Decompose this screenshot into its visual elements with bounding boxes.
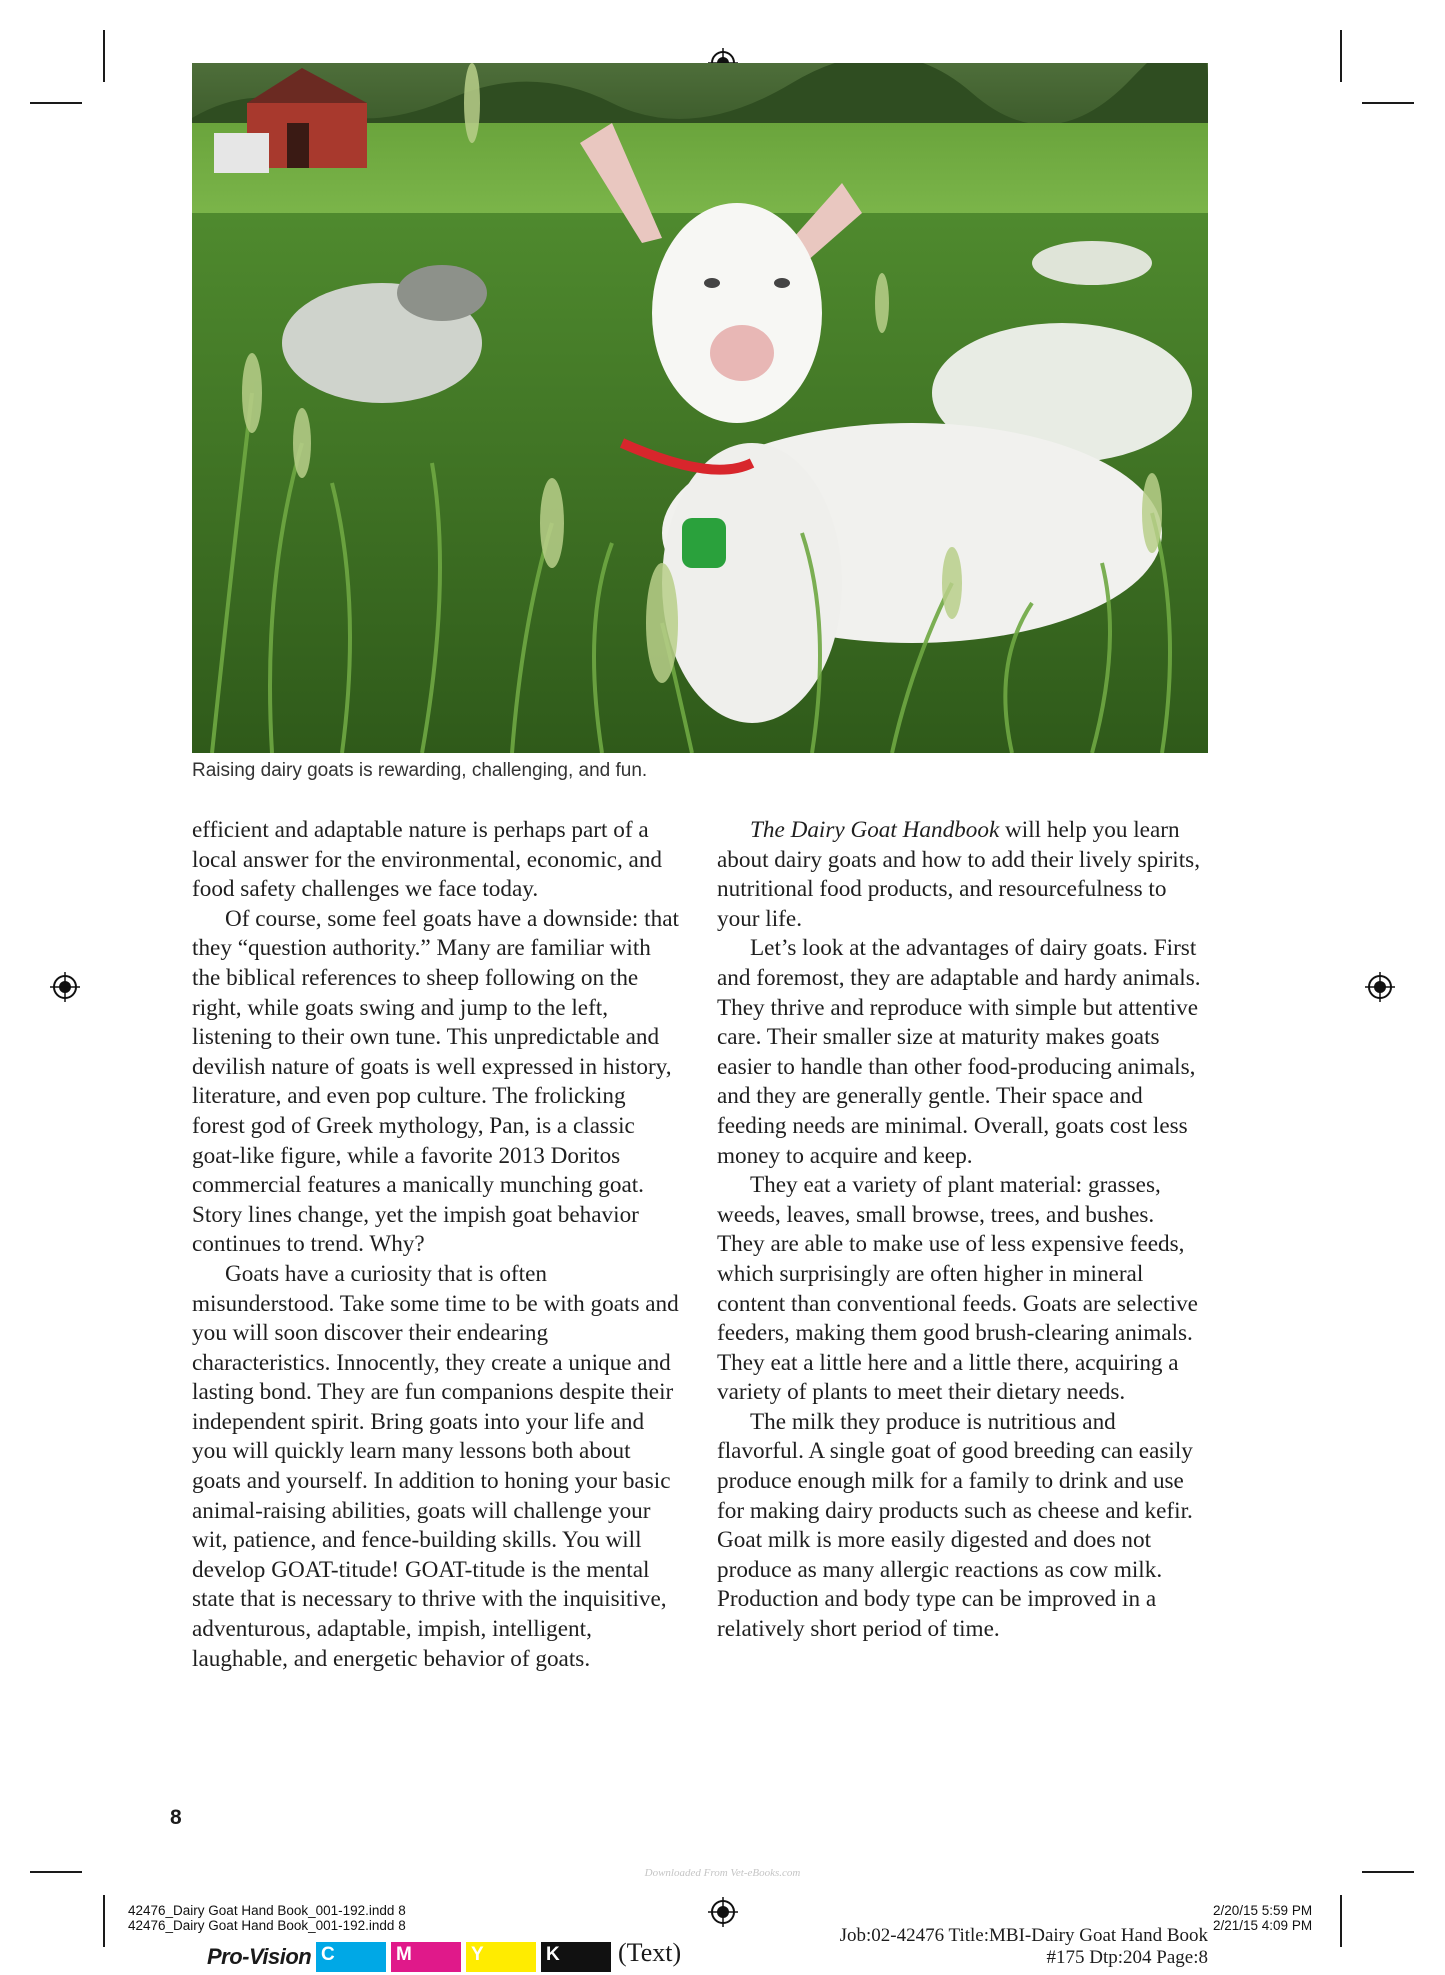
paragraph-text: will help you learn about dairy goats and how to add their lively spirits, nutritional food products, and resourcefulness to your life. bbox=[717, 817, 1200, 932]
page-number: 8 bbox=[170, 1806, 182, 1829]
plate-label: (Text) bbox=[618, 1938, 682, 1967]
crop-mark bbox=[30, 102, 82, 104]
body-text-left-column bbox=[192, 816, 682, 1674]
paragraph: Of course, some feel goats have a downside: that they “question authority.” Many are familiar with the biblical references to sheep following on the right, while goats swing and jump to the left, listening to their own tune. This unpredictable and devilish nature of goats is well expressed in history, literature, and even pop culture. The frolicking forest god of Greek mythology, Pan, is a classic goat-like figure, while a favorite 2013 Doritos commercial features a manically munching goat. Story lines change, yet the impish goat behavior continues to trend. Why? bbox=[192, 905, 679, 1258]
slug-file-line: 42476_Dairy Goat Hand Book_001-192.indd 8 bbox=[128, 1903, 406, 1918]
slug-job-info bbox=[822, 1925, 1208, 1969]
slug-file-info bbox=[128, 1903, 406, 1933]
pro-vision-logo: Pro-Vision bbox=[207, 1944, 312, 1969]
goat-photo bbox=[192, 63, 1208, 753]
paragraph: Let’s look at the advantages of dairy goats. First and foremost, they are adaptable and hardy animals. They thrive and reproduce with simple but attentive care. Their smaller size at maturity makes goats easier to handle than other food-producing animals, and they are generally gentle. Their space and feeding needs are minimal. Overall, goats cost less money to acquire and keep. bbox=[717, 935, 1201, 1169]
slug-file-line: 42476_Dairy Goat Hand Book_001-192.indd 8 bbox=[128, 1918, 406, 1933]
registration-mark-icon bbox=[1365, 972, 1395, 1002]
crop-mark bbox=[103, 30, 105, 82]
photo-caption: Raising dairy goats is rewarding, challenging, and fun. bbox=[192, 760, 648, 781]
registration-mark-icon bbox=[708, 1897, 738, 1927]
paragraph: efficient and adaptable nature is perhaps part of a local answer for the environmental, economic, and food safety challenges we face today. bbox=[192, 817, 663, 903]
crop-mark bbox=[103, 1895, 105, 1947]
book-title: The Dairy Goat Handbook bbox=[750, 817, 1000, 843]
watermark: Downloaded From Vet-eBooks.com bbox=[644, 1867, 801, 1879]
paragraph bbox=[717, 816, 1207, 934]
yellow-swatch: Y bbox=[466, 1942, 536, 1972]
slug-date-line: 2/21/15 4:09 PM bbox=[1213, 1918, 1313, 1933]
paragraph: They eat a variety of plant material: grasses, weeds, leaves, small browse, trees, and bushes. They are able to make use of less expensive feeds, which surprisingly are often higher in mineral content than conventional feeds. Goats are selective feeders, making them good brush-clearing animals. They eat a little here and a little there, acquiring a variety of plants to meet their dietary needs. bbox=[717, 1172, 1198, 1406]
body-text-right-column bbox=[717, 816, 1207, 1645]
slug-date-line: 2/20/15 5:59 PM bbox=[1213, 1903, 1313, 1918]
slug-job-line: #175 Dtp:204 Page:8 bbox=[1046, 1947, 1208, 1968]
paragraph: The milk they produce is nutritious and flavorful. A single goat of good breeding can easily produce enough milk for a family to drink and use for making dairy products such as cheese and kefir. Goat milk is more easily digested and does not produce as many allergic reactions as cow milk. Production and body type can be improved in a relatively short period of time. bbox=[717, 1408, 1193, 1643]
slug-dates bbox=[1213, 1903, 1312, 1933]
crop-mark bbox=[1340, 1895, 1342, 1947]
crop-mark bbox=[1340, 30, 1342, 82]
registration-mark-icon bbox=[50, 972, 80, 1002]
goat-photo-illustration bbox=[192, 63, 1208, 753]
paragraph: Goats have a curiosity that is often misunderstood. Take some time to be with goats and you will soon discover their endearing characteristics. Innocently, they create a unique and lasting bond. They are fun companions despite their independent spirit. Bring goats into your life and you will quickly learn many lessons both about goats and yourself. In addition to honing your basic animal-raising abilities, goats will challenge your wit, patience, and fence-building skills. You will develop GOAT-titude! GOAT-titude is the mental state that is necessary to thrive with the inquisitive, adventurous, adaptable, impish, intelligent, laughable, and energetic behavior of goats. bbox=[192, 1260, 679, 1672]
cyan-swatch: C bbox=[316, 1942, 386, 1972]
black-swatch: K bbox=[541, 1942, 611, 1972]
slug-job-line: Job:02-42476 Title:MBI-Dairy Goat Hand Book bbox=[839, 1925, 1208, 1946]
crop-mark bbox=[1362, 102, 1414, 104]
magenta-swatch: M bbox=[391, 1942, 461, 1972]
